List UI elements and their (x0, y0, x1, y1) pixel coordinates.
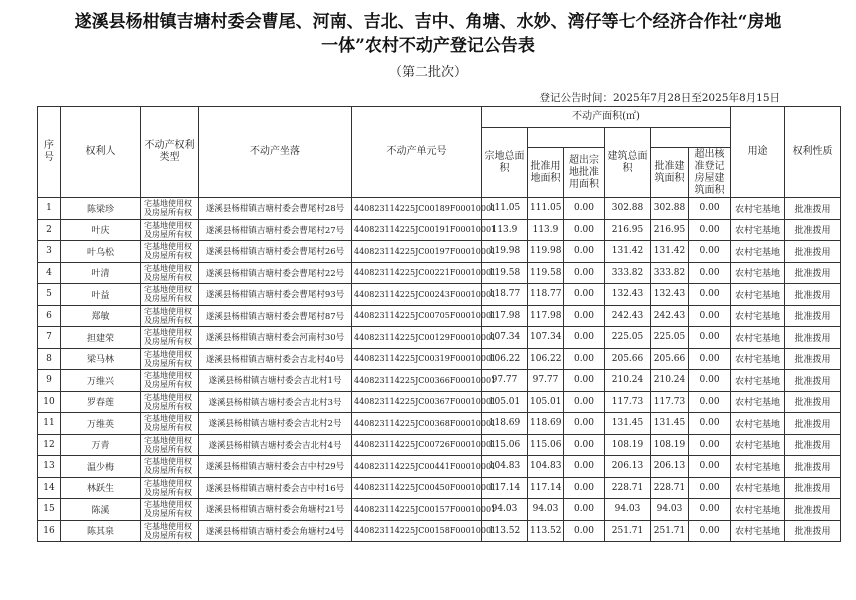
owner-cell: 叶庆 (61, 219, 141, 241)
building-total-cell: 94.03 (605, 499, 651, 521)
approved-building-cell: 117.73 (651, 391, 689, 413)
usage-cell: 农村宅基地 (731, 391, 785, 413)
approved-building-cell: 131.45 (651, 413, 689, 435)
title-line-2: 一体”农村不动产登记公告表 (321, 36, 535, 56)
excess-land-cell: 0.00 (564, 520, 605, 542)
approved-building-cell: 210.24 (651, 370, 689, 392)
usage-cell: 农村宅基地 (731, 456, 785, 478)
header-excess-building: 超出核准登记房屋建筑面积 (689, 148, 731, 198)
excess-building-cell: 0.00 (689, 262, 731, 284)
header-approved-land: 批准用地面积 (528, 148, 564, 198)
location-cell: 遂溪县杨柑镇吉塘村委会曹尾村28号 (199, 198, 352, 220)
header-building-total: 建筑总面积 (605, 128, 651, 198)
building-total-cell: 206.13 (605, 456, 651, 478)
approved-land-cell: 119.98 (528, 241, 564, 263)
approved-land-cell: 104.83 (528, 456, 564, 478)
excess-land-cell: 0.00 (564, 434, 605, 456)
approved-building-cell: 132.43 (651, 284, 689, 306)
usage-cell: 农村宅基地 (731, 284, 785, 306)
table-row (38, 262, 841, 284)
excess-building-cell: 0.00 (689, 434, 731, 456)
table-row (38, 327, 841, 349)
header-land-total: 宗地总面积 (482, 128, 528, 198)
excess-building-cell: 0.00 (689, 370, 731, 392)
nature-cell: 批准拨用 (785, 219, 841, 241)
header-unit-no: 不动产单元号 (352, 107, 482, 198)
unit-no-cell: 440823114225JC00726F00010001 (352, 434, 482, 456)
building-total-cell: 333.82 (605, 262, 651, 284)
excess-land-cell: 0.00 (564, 284, 605, 306)
building-total-cell: 225.05 (605, 327, 651, 349)
excess-land-cell: 0.00 (564, 499, 605, 521)
header-location: 不动产坐落 (199, 107, 352, 198)
unit-no-cell: 440823114225JC00197F00010001 (352, 241, 482, 263)
building-total-cell: 117.73 (605, 391, 651, 413)
title-line-1: 遂溪县杨柑镇吉塘村委会曹尾、河南、吉北、吉中、角塘、水妙、湾仔等七个经济合作社“房地 (74, 12, 782, 32)
table-row (38, 198, 841, 220)
approved-building-cell: 206.13 (651, 456, 689, 478)
right-type-cell: 宅基地使用权及房屋所有权 (141, 434, 199, 456)
seq-cell: 2 (38, 219, 61, 241)
right-type-cell: 宅基地使用权及房屋所有权 (141, 477, 199, 499)
excess-building-cell: 0.00 (689, 219, 731, 241)
table-row (38, 305, 841, 327)
nature-cell: 批准拨用 (785, 262, 841, 284)
right-type-cell: 宅基地使用权及房屋所有权 (141, 520, 199, 542)
seq-cell: 10 (38, 391, 61, 413)
excess-building-cell: 0.00 (689, 391, 731, 413)
excess-building-cell: 0.00 (689, 477, 731, 499)
usage-cell: 农村宅基地 (731, 305, 785, 327)
seq-cell: 15 (38, 499, 61, 521)
owner-cell: 万维兴 (61, 370, 141, 392)
excess-building-cell: 0.00 (689, 241, 731, 263)
right-type-cell: 宅基地使用权及房屋所有权 (141, 413, 199, 435)
table-row (38, 520, 841, 542)
excess-land-cell: 0.00 (564, 327, 605, 349)
location-cell: 遂溪县杨柑镇吉塘村委会曹尾村87号 (199, 305, 352, 327)
unit-no-cell: 440823114225JC00243F00010001 (352, 284, 482, 306)
unit-no-cell: 440823114225JC00157F00010001 (352, 499, 482, 521)
location-cell: 遂溪县杨柑镇吉塘村委会吉中村29号 (199, 456, 352, 478)
table-row (38, 413, 841, 435)
excess-land-cell: 0.00 (564, 477, 605, 499)
approved-land-cell: 111.05 (528, 198, 564, 220)
location-cell: 遂溪县杨柑镇吉塘村委会吉北村40号 (199, 348, 352, 370)
usage-cell: 农村宅基地 (731, 219, 785, 241)
nature-cell: 批准拨用 (785, 305, 841, 327)
right-type-cell: 宅基地使用权及房屋所有权 (141, 370, 199, 392)
location-cell: 遂溪县杨柑镇吉塘村委会吉北村1号 (199, 370, 352, 392)
unit-no-cell: 440823114225JC00705F00010001 (352, 305, 482, 327)
location-cell: 遂溪县杨柑镇吉塘村委会吉北村4号 (199, 434, 352, 456)
excess-building-cell: 0.00 (689, 499, 731, 521)
table-row (38, 219, 841, 241)
nature-cell: 批准拨用 (785, 198, 841, 220)
land-total-cell: 117.14 (482, 477, 528, 499)
header-seq: 序号 (38, 107, 61, 198)
table-row (38, 456, 841, 478)
building-total-cell: 205.66 (605, 348, 651, 370)
seq-cell: 3 (38, 241, 61, 263)
approved-building-cell: 242.43 (651, 305, 689, 327)
approved-land-cell: 117.98 (528, 305, 564, 327)
right-type-cell: 宅基地使用权及房屋所有权 (141, 456, 199, 478)
usage-cell: 农村宅基地 (731, 198, 785, 220)
approved-building-cell: 94.03 (651, 499, 689, 521)
header-approved-building: 批准建筑面积 (651, 148, 689, 198)
nature-cell: 批准拨用 (785, 348, 841, 370)
excess-land-cell: 0.00 (564, 305, 605, 327)
land-total-cell: 105.01 (482, 391, 528, 413)
approved-land-cell: 115.06 (528, 434, 564, 456)
owner-cell: 郑敏 (61, 305, 141, 327)
nature-cell: 批准拨用 (785, 327, 841, 349)
owner-cell: 陈其泉 (61, 520, 141, 542)
table-header (38, 107, 841, 198)
right-type-cell: 宅基地使用权及房屋所有权 (141, 499, 199, 521)
approved-land-cell: 107.34 (528, 327, 564, 349)
owner-cell: 万青 (61, 434, 141, 456)
land-total-cell: 119.58 (482, 262, 528, 284)
nature-cell: 批准拨用 (785, 499, 841, 521)
approved-building-cell: 228.71 (651, 477, 689, 499)
owner-cell: 叶益 (61, 284, 141, 306)
notice-period: 登记公告时间：2025年7月28日至2025年8月15日 (539, 92, 780, 104)
building-total-cell: 210.24 (605, 370, 651, 392)
usage-cell: 农村宅基地 (731, 434, 785, 456)
excess-building-cell: 0.00 (689, 327, 731, 349)
nature-cell: 批准拨用 (785, 520, 841, 542)
header-excess-land: 超出宗地批准用面积 (564, 148, 605, 198)
approved-building-cell: 108.19 (651, 434, 689, 456)
nature-cell: 批准拨用 (785, 370, 841, 392)
usage-cell: 农村宅基地 (731, 241, 785, 263)
usage-cell: 农村宅基地 (731, 477, 785, 499)
land-total-cell: 111.05 (482, 198, 528, 220)
seq-cell: 12 (38, 434, 61, 456)
seq-cell: 7 (38, 327, 61, 349)
right-type-cell: 宅基地使用权及房屋所有权 (141, 348, 199, 370)
seq-cell: 6 (38, 305, 61, 327)
location-cell: 遂溪县杨柑镇吉塘村委会角塘村21号 (199, 499, 352, 521)
unit-no-cell: 440823114225JC00368F00010001 (352, 413, 482, 435)
right-type-cell: 宅基地使用权及房屋所有权 (141, 219, 199, 241)
owner-cell: 担建荣 (61, 327, 141, 349)
owner-cell: 陈梁珍 (61, 198, 141, 220)
location-cell: 遂溪县杨柑镇吉塘村委会曹尾村93号 (199, 284, 352, 306)
land-total-cell: 97.77 (482, 370, 528, 392)
land-total-cell: 94.03 (482, 499, 528, 521)
approved-land-cell: 113.9 (528, 219, 564, 241)
table-row (38, 477, 841, 499)
approved-land-cell: 113.52 (528, 520, 564, 542)
seq-cell: 9 (38, 370, 61, 392)
nature-cell: 批准拨用 (785, 241, 841, 263)
excess-land-cell: 0.00 (564, 413, 605, 435)
approved-land-cell: 97.77 (528, 370, 564, 392)
seq-cell: 8 (38, 348, 61, 370)
approved-building-cell: 225.05 (651, 327, 689, 349)
excess-building-cell: 0.00 (689, 413, 731, 435)
building-total-cell: 216.95 (605, 219, 651, 241)
nature-cell: 批准拨用 (785, 477, 841, 499)
excess-land-cell: 0.00 (564, 198, 605, 220)
nature-cell: 批准拨用 (785, 391, 841, 413)
owner-cell: 林跃生 (61, 477, 141, 499)
header-owner: 权利人 (61, 107, 141, 198)
building-total-cell: 131.42 (605, 241, 651, 263)
header-right-type: 不动产权利类型 (141, 107, 199, 198)
nature-cell: 批准拨用 (785, 456, 841, 478)
approved-land-cell: 106.22 (528, 348, 564, 370)
approved-building-cell: 216.95 (651, 219, 689, 241)
excess-land-cell: 0.00 (564, 241, 605, 263)
excess-building-cell: 0.00 (689, 348, 731, 370)
land-total-cell: 106.22 (482, 348, 528, 370)
location-cell: 遂溪县杨柑镇吉塘村委会曹尾村26号 (199, 241, 352, 263)
header-land-spacer (528, 128, 605, 148)
location-cell: 遂溪县杨柑镇吉塘村委会吉北村2号 (199, 413, 352, 435)
location-cell: 遂溪县杨柑镇吉塘村委会吉中村16号 (199, 477, 352, 499)
usage-cell: 农村宅基地 (731, 327, 785, 349)
approved-building-cell: 251.71 (651, 520, 689, 542)
owner-cell: 陈溪 (61, 499, 141, 521)
approved-building-cell: 333.82 (651, 262, 689, 284)
excess-land-cell: 0.00 (564, 391, 605, 413)
excess-land-cell: 0.00 (564, 262, 605, 284)
header-building-spacer (651, 128, 731, 148)
owner-cell: 叶清 (61, 262, 141, 284)
building-total-cell: 132.43 (605, 284, 651, 306)
table-row (38, 391, 841, 413)
usage-cell: 农村宅基地 (731, 499, 785, 521)
right-type-cell: 宅基地使用权及房屋所有权 (141, 327, 199, 349)
excess-land-cell: 0.00 (564, 456, 605, 478)
building-total-cell: 302.88 (605, 198, 651, 220)
right-type-cell: 宅基地使用权及房屋所有权 (141, 284, 199, 306)
land-total-cell: 118.69 (482, 413, 528, 435)
header-area-group: 不动产面积(㎡) (482, 107, 731, 128)
usage-cell: 农村宅基地 (731, 348, 785, 370)
location-cell: 遂溪县杨柑镇吉塘村委会曹尾村27号 (199, 219, 352, 241)
excess-building-cell: 0.00 (689, 198, 731, 220)
owner-cell: 叶乌松 (61, 241, 141, 263)
unit-no-cell: 440823114225JC00221F00010001 (352, 262, 482, 284)
owner-cell: 梁马林 (61, 348, 141, 370)
seq-cell: 14 (38, 477, 61, 499)
owner-cell: 罗春莲 (61, 391, 141, 413)
excess-building-cell: 0.00 (689, 284, 731, 306)
unit-no-cell: 440823114225JC00129F00010001 (352, 327, 482, 349)
unit-no-cell: 440823114225JC00319F00010001 (352, 348, 482, 370)
table-row (38, 499, 841, 521)
right-type-cell: 宅基地使用权及房屋所有权 (141, 305, 199, 327)
seq-cell: 11 (38, 413, 61, 435)
owner-cell: 温少梅 (61, 456, 141, 478)
land-total-cell: 107.34 (482, 327, 528, 349)
table-row (38, 348, 841, 370)
approved-land-cell: 119.58 (528, 262, 564, 284)
excess-land-cell: 0.00 (564, 348, 605, 370)
location-cell: 遂溪县杨柑镇吉塘村委会河南村30号 (199, 327, 352, 349)
land-total-cell: 115.06 (482, 434, 528, 456)
header-usage: 用途 (731, 107, 785, 198)
building-total-cell: 131.45 (605, 413, 651, 435)
approved-building-cell: 302.88 (651, 198, 689, 220)
building-total-cell: 242.43 (605, 305, 651, 327)
nature-cell: 批准拨用 (785, 434, 841, 456)
approved-building-cell: 205.66 (651, 348, 689, 370)
land-total-cell: 117.98 (482, 305, 528, 327)
building-total-cell: 108.19 (605, 434, 651, 456)
table-row (38, 434, 841, 456)
excess-land-cell: 0.00 (564, 370, 605, 392)
right-type-cell: 宅基地使用权及房屋所有权 (141, 198, 199, 220)
building-total-cell: 251.71 (605, 520, 651, 542)
seq-cell: 16 (38, 520, 61, 542)
header-nature: 权利性质 (785, 107, 841, 198)
approved-land-cell: 118.77 (528, 284, 564, 306)
excess-building-cell: 0.00 (689, 305, 731, 327)
table-row (38, 284, 841, 306)
usage-cell: 农村宅基地 (731, 370, 785, 392)
excess-land-cell: 0.00 (564, 219, 605, 241)
nature-cell: 批准拨用 (785, 284, 841, 306)
land-total-cell: 118.77 (482, 284, 528, 306)
usage-cell: 农村宅基地 (731, 520, 785, 542)
owner-cell: 万维英 (61, 413, 141, 435)
approved-building-cell: 131.42 (651, 241, 689, 263)
location-cell: 遂溪县杨柑镇吉塘村委会角塘村24号 (199, 520, 352, 542)
document-title (0, 10, 856, 58)
unit-no-cell: 440823114225JC00367F00010001 (352, 391, 482, 413)
right-type-cell: 宅基地使用权及房屋所有权 (141, 262, 199, 284)
batch-subtitle: （第二批次） (388, 65, 467, 80)
unit-no-cell: 440823114225JC00191F00010001 (352, 219, 482, 241)
location-cell: 遂溪县杨柑镇吉塘村委会曹尾村22号 (199, 262, 352, 284)
approved-land-cell: 105.01 (528, 391, 564, 413)
excess-building-cell: 0.00 (689, 520, 731, 542)
location-cell: 遂溪县杨柑镇吉塘村委会吉北村3号 (199, 391, 352, 413)
approved-land-cell: 118.69 (528, 413, 564, 435)
right-type-cell: 宅基地使用权及房屋所有权 (141, 391, 199, 413)
unit-no-cell: 440823114225JC00158F00010001 (352, 520, 482, 542)
land-total-cell: 119.98 (482, 241, 528, 263)
building-total-cell: 228.71 (605, 477, 651, 499)
unit-no-cell: 440823114225JC00366F00010001 (352, 370, 482, 392)
unit-no-cell: 440823114225JC00441F00010001 (352, 456, 482, 478)
seq-cell: 5 (38, 284, 61, 306)
right-type-cell: 宅基地使用权及房屋所有权 (141, 241, 199, 263)
seq-cell: 4 (38, 262, 61, 284)
excess-building-cell: 0.00 (689, 456, 731, 478)
seq-cell: 1 (38, 198, 61, 220)
table-row (38, 370, 841, 392)
land-total-cell: 104.83 (482, 456, 528, 478)
land-total-cell: 113.9 (482, 219, 528, 241)
approved-land-cell: 94.03 (528, 499, 564, 521)
land-total-cell: 113.52 (482, 520, 528, 542)
approved-land-cell: 117.14 (528, 477, 564, 499)
unit-no-cell: 440823114225JC00450F00010001 (352, 477, 482, 499)
registration-table (37, 106, 841, 542)
nature-cell: 批准拨用 (785, 413, 841, 435)
table-body (38, 198, 841, 542)
usage-cell: 农村宅基地 (731, 262, 785, 284)
usage-cell: 农村宅基地 (731, 413, 785, 435)
seq-cell: 13 (38, 456, 61, 478)
table-row (38, 241, 841, 263)
unit-no-cell: 440823114225JC00189F00010001 (352, 198, 482, 220)
